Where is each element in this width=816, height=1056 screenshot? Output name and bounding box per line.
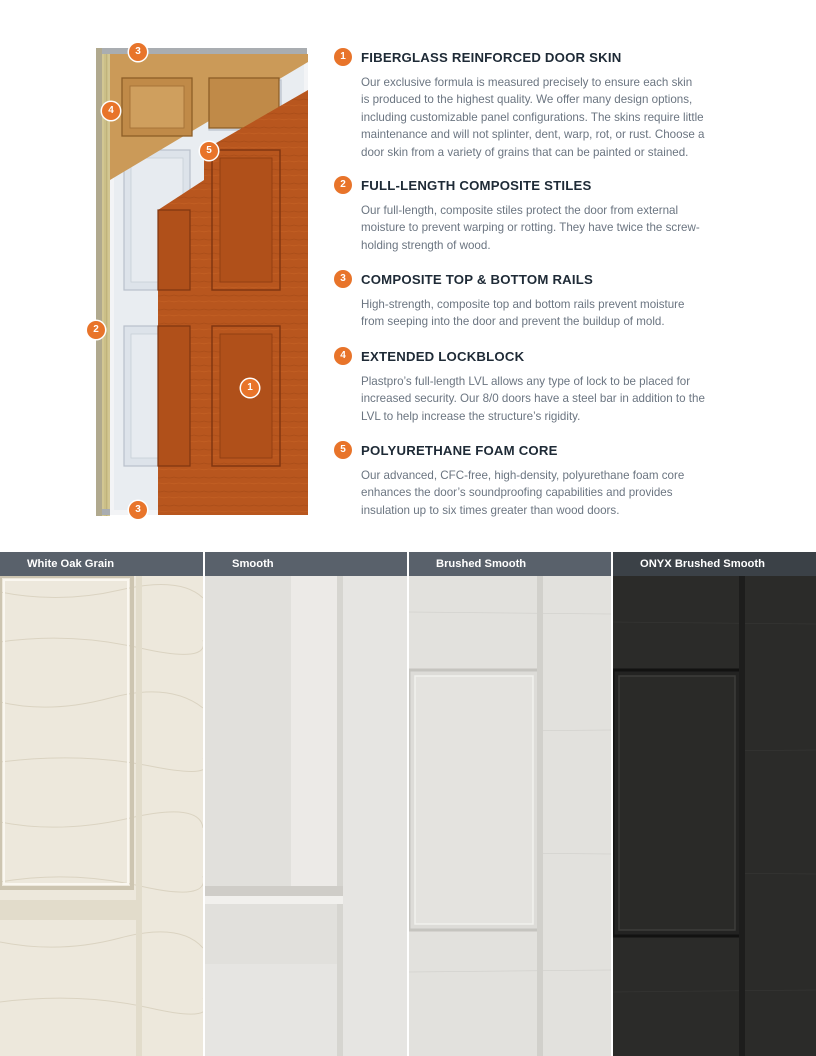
feature-lockblock: [334, 347, 744, 425]
feature-title: COMPOSITE TOP & BOTTOM RAILS: [361, 271, 594, 287]
feature-description: Our full-length, composite stiles protect the door from external moisture to prevent warping or rotting. They have twice the screw- holding strength of wood.: [361, 204, 700, 252]
callout-badge-lockblock: 4: [102, 102, 120, 120]
swatch-label: Brushed Smooth: [409, 552, 611, 576]
feature-title: FIBERGLASS REINFORCED DOOR SKIN: [361, 49, 622, 65]
onyx-brushed-smooth-texture: [613, 552, 816, 1056]
swatch-white-oak-grain: [0, 552, 203, 1056]
swatch-smooth: [205, 552, 407, 1056]
feature-number-badge: 3: [334, 270, 352, 288]
white-oak-grain-texture: [0, 552, 203, 1056]
door-cutaway-diagram: [94, 40, 310, 520]
callout-badge-stile: 2: [87, 321, 105, 339]
callout-badge-door-skin: 1: [241, 379, 259, 397]
feature-number-badge: 4: [334, 347, 352, 365]
brushed-smooth-texture: [409, 552, 611, 1056]
feature-description: Our exclusive formula is measured precisely to ensure each skin is produced to the highest quality. We offer many design options, including customizable panel configurations. The skins require little maintenance and will not splinter, dent, warp, rot, or rust. Choose a door skin from a variety of grains that can be painted or stained.: [361, 76, 705, 159]
feature-top-bottom-rails: [334, 270, 744, 331]
feature-door-skin: [334, 48, 744, 161]
swatch-label: ONYX Brushed Smooth: [613, 552, 816, 576]
swatch-label: White Oak Grain: [0, 552, 203, 576]
feature-composite-stiles: [334, 176, 744, 254]
feature-foam-core: [334, 441, 744, 519]
feature-number-badge: 2: [334, 176, 352, 194]
swatch-label: Smooth: [205, 552, 407, 576]
feature-title: EXTENDED LOCKBLOCK: [361, 348, 525, 364]
feature-description: Our advanced, CFC-free, high-density, polyurethane foam core enhances the door’s soundproofing capabilities and provides insulation up to six times greater than wood doors.: [361, 469, 685, 517]
swatch-onyx-brushed-smooth: [613, 552, 816, 1056]
door-cutaway-illustration: [94, 40, 310, 520]
callout-badge-bottom-rail: 3: [129, 501, 147, 519]
swatch-brushed-smooth: [409, 552, 611, 1056]
callout-badge-foam-core: 5: [200, 142, 218, 160]
feature-title: POLYURETHANE FOAM CORE: [361, 442, 558, 458]
feature-number-badge: 1: [334, 48, 352, 66]
feature-description: Plastpro’s full-length LVL allows any type of lock to be placed for increased security. Our 8/0 doors have a steel bar in addition to the LVL to help increase the structure’s rigidity.: [361, 375, 705, 423]
smooth-texture: [205, 552, 407, 1056]
feature-number-badge: 5: [334, 441, 352, 459]
feature-title: FULL-LENGTH COMPOSITE STILES: [361, 177, 592, 193]
callout-badge-top-rail: 3: [129, 43, 147, 61]
feature-description: High-strength, composite top and bottom rails prevent moisture from seeping into the door and prevent the buildup of mold.: [361, 298, 685, 329]
